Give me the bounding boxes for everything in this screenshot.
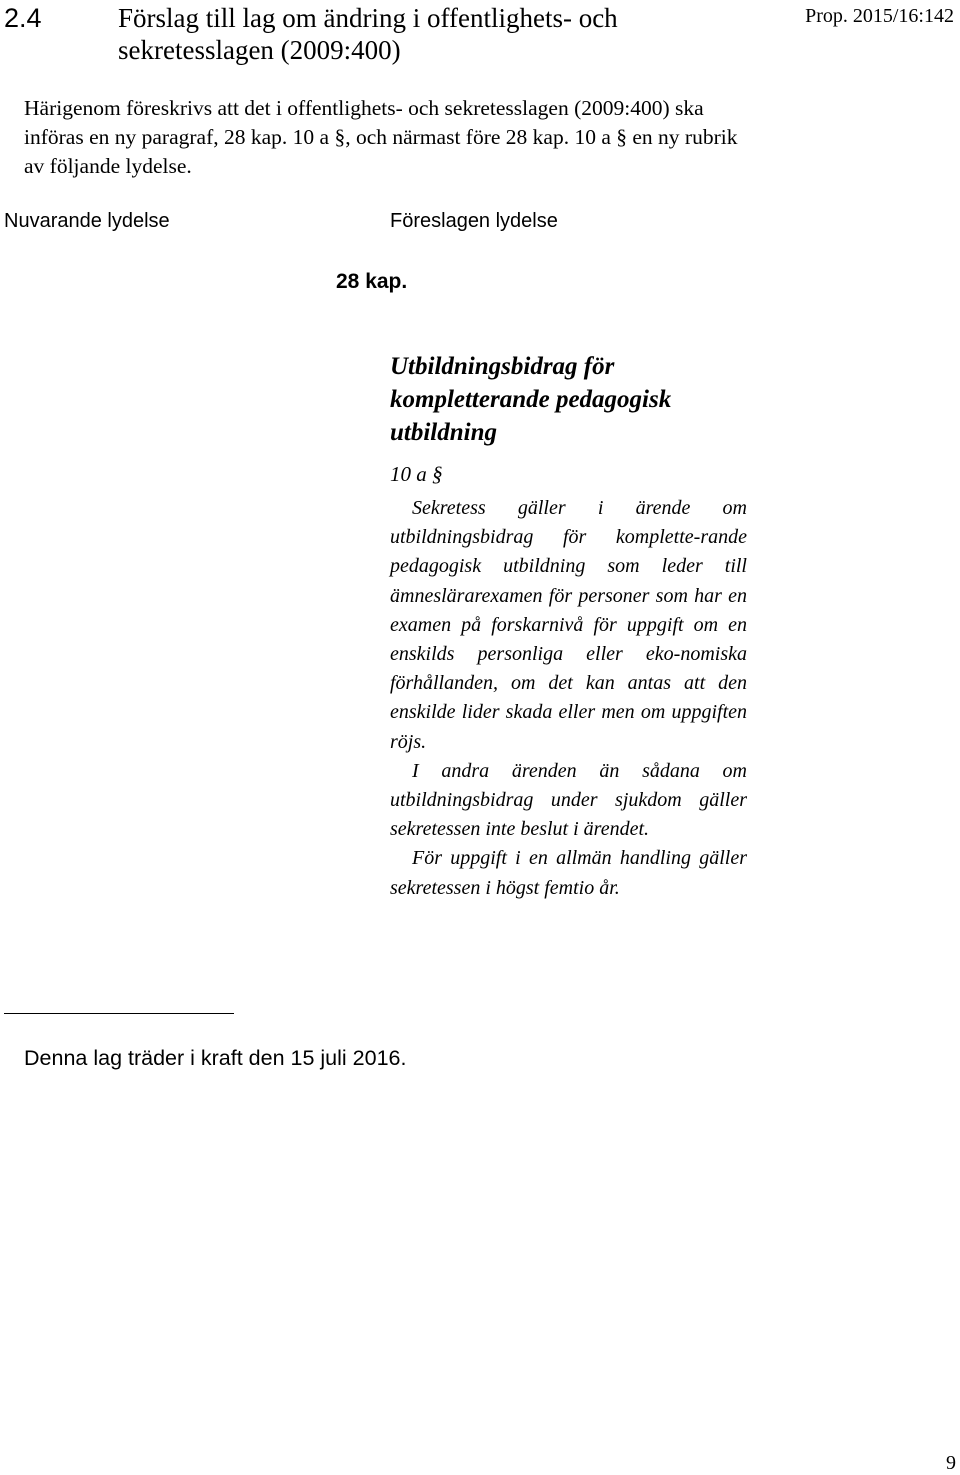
paragraph-number: 10 a § xyxy=(390,462,443,486)
column-header-proposed: Föreslagen lydelse xyxy=(390,210,558,232)
footnote-rule xyxy=(4,1013,234,1014)
prop-reference: Prop. 2015/16:142 xyxy=(805,5,954,27)
proposed-body xyxy=(390,494,747,903)
paragraph-2: I andra ärenden än sådana om utbildningsbidrag under sjukdom gäller sekretessen inte beslut i ärendet. xyxy=(390,759,747,841)
entry-into-force: Denna lag träder i kraft den 15 juli 2016. xyxy=(24,1046,407,1070)
section-title: Förslag till lag om ändring i offentlighets- och sekretesslagen (2009:400) xyxy=(118,3,618,65)
chapter-label: 28 kap. xyxy=(336,270,408,293)
paragraph-3: För uppgift i en allmän handling gäller sekretessen i högst femtio år. xyxy=(390,847,747,899)
page-number: 9 xyxy=(946,1452,956,1474)
intro-text: Härigenom föreskrivs att det i offentlighets- och sekretesslagen (2009:400) ska införas en ny paragraf, 28 kap. 10 a §, och närmast före 28 kap. 10 a § en ny rubrik av följande lydelse. xyxy=(24,96,738,178)
column-header-current: Nuvarande lydelse xyxy=(4,210,170,232)
proposed-heading: Utbildningsbidrag för kompletterande pedagogisk utbildning xyxy=(390,353,672,446)
section-number: 2.4 xyxy=(4,3,42,33)
paragraph-1: Sekretess gäller i ärende om utbildningsbidrag för komplette-rande pedagogisk utbildning som leder till ämneslärarexamen för personer som har en examen på forskarnivå för uppgift om en enskilds personliga eller eko-nomiska förhållanden, om det kan antas att den enskilde lider skada eller men om uppgiften röjs. xyxy=(390,497,747,753)
